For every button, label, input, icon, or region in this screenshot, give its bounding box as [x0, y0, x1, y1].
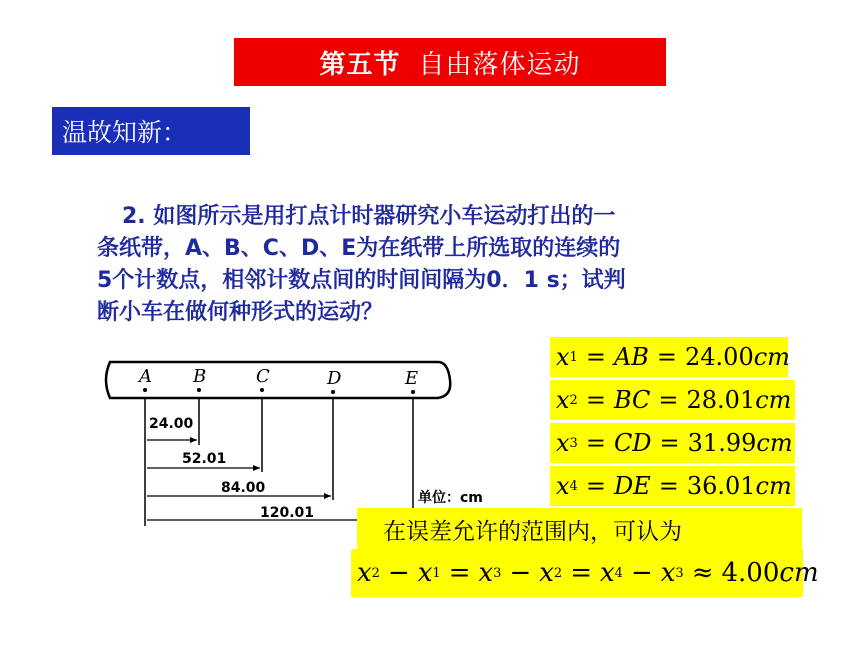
- point-label-d: D: [327, 368, 342, 389]
- point-label-e: E: [405, 368, 419, 389]
- ticker-tape-diagram: [100, 350, 520, 530]
- conclusion-text: 在误差允许的范围内，可认为: [357, 508, 802, 550]
- review-label: 温故知新：: [52, 107, 250, 155]
- question-line-1: 如图所示是用打点计时器研究小车运动打出的一: [153, 204, 616, 229]
- section-title: [234, 38, 666, 86]
- conclusion-equation: x 2 − x 1 = x 3 − x 2 = x 4 − x 3 ≈ 4.00 cm: [351, 549, 803, 597]
- point-label-c: C: [256, 366, 270, 387]
- question-number: 2.: [122, 204, 146, 229]
- dot-c: [260, 388, 264, 392]
- question-line-3: 5个计数点，相邻计数点间的时间间隔为0．1 s；试判: [97, 268, 626, 293]
- dot-d: [331, 390, 335, 394]
- distance-label-ad: 84.00: [221, 480, 266, 496]
- dot-e: [411, 390, 415, 394]
- equation-x1: x 1 = AB = 24.00 cm: [550, 337, 788, 377]
- section-number: 第五节: [319, 49, 401, 80]
- distance-label-ae: 120.01: [260, 505, 315, 521]
- distance-label-ab: 24.00: [149, 416, 194, 432]
- point-label-a: A: [139, 366, 152, 387]
- paper-tape: [106, 362, 450, 398]
- equation-x2: x 2 = BC = 28.01 cm: [550, 380, 795, 420]
- point-label-b: B: [193, 366, 207, 387]
- conclusion-unit: cm: [779, 558, 819, 588]
- unit-label: 单位：cm: [418, 490, 483, 506]
- conclusion-value: 4.00: [721, 558, 780, 588]
- question-text: [97, 201, 777, 329]
- equation-x4: x 4 = DE = 36.01 cm: [550, 466, 795, 506]
- equation-x3: x 3 = CD = 31.99 cm: [550, 423, 795, 463]
- question-line-2: 条纸带，A、B、C、D、E为在纸带上所选取的连续的: [97, 236, 621, 261]
- distance-label-ac: 52.01: [182, 451, 227, 467]
- question-line-4: 断小车在做何种形式的运动？: [97, 300, 384, 325]
- dot-a: [143, 388, 147, 392]
- dot-b: [197, 388, 201, 392]
- section-name: 自由落体运动: [418, 49, 581, 80]
